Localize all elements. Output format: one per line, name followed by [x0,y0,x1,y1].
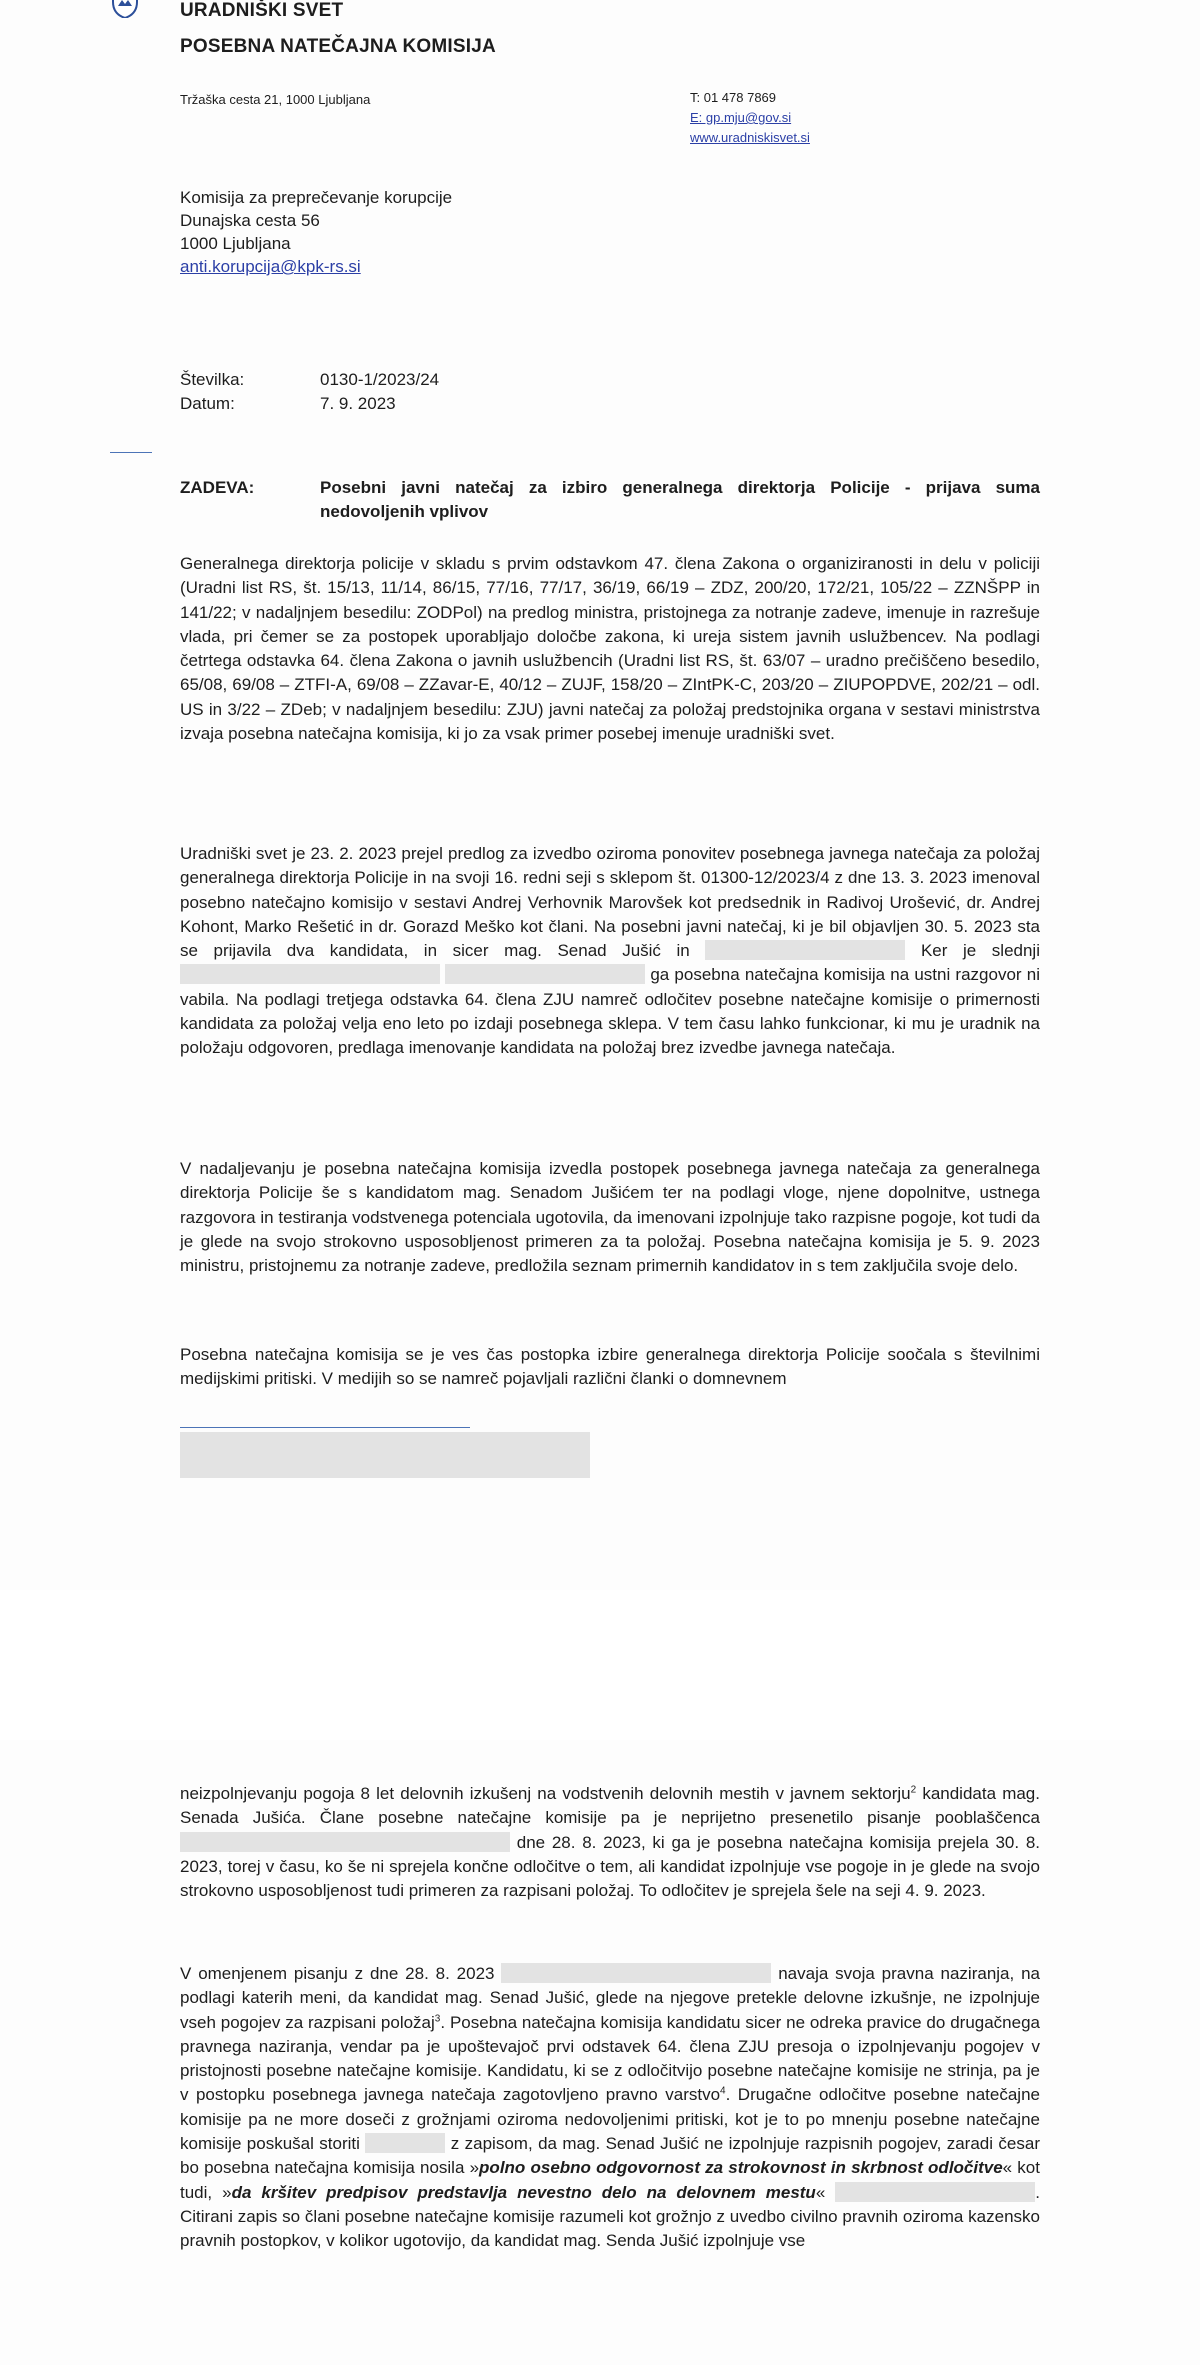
paragraph-6-part-a: V omenjenem pisanju z dne 28. 8. 2023 [180,1964,495,1983]
footnote-ref-2: 2 [910,1784,917,1796]
recipient-name: Komisija za preprečevanje korupcije [180,188,453,207]
subject-label: ZADEVA: [180,478,255,497]
letterhead-phone: T: 01 478 7869 [690,90,777,105]
coat-of-arms-icon [112,0,138,18]
recipient-street: Dunajska cesta 56 [180,211,320,230]
paragraph-6-part-e: z zapisom, da mag. Senad Jušić ne izpolnjuje razpisnih pogojev, zaradi česar bo posebna natečajna komisija nosila » [180,2134,1040,2178]
paragraph-5 [180,1782,1040,1903]
paragraph-6-part-d: . Drugačne odločitve posebne natečajne komisije pa ne more doseči z grožnjami oziroma nedovoljenimi pritiski, kot je to po mnenju posebne natečajne komisije poskušal storiti [180,2085,1040,2154]
paragraph-4: Posebna natečajna komisija se je ves čas postopka izbire generalnega direktorja Policije soočala s številnimi medijskimi pritiski. V medijih so se namreč pojavljali različni članki o domnevnem [180,1345,1040,1389]
document-number: 0130-1/2023/24 [320,370,440,389]
document-meta [180,368,439,416]
letterhead-email-link[interactable]: E: gp.mju@gov.si [690,110,792,125]
paragraph-2 [180,842,1040,1061]
paragraph-5-part-b: kandidata mag. Senada Jušića. Člane posebne natečajne komisije pa je neprijetno presenetilo pisanje pooblaščenca [180,1784,1040,1828]
recipient-email-link[interactable]: anti.korupcija@kpk-rs.si [180,257,361,276]
letterhead-contact [690,88,810,148]
letter-page-2 [0,1740,1200,2365]
letterhead-address: Tržaška cesta 21, 1000 Ljubljana [180,92,371,107]
document-date: 7. 9. 2023 [320,394,396,413]
footnote-ref-4: 4 [720,2085,726,2097]
paragraph-6-part-c: . Posebna natečajna komisija kandidatu sicer ne odreka pravice do drugačnega pravnega naziranja, vendar pa je upoštevajoč prvi odstavek 64. člena ZJU presoja o izpolnjevanju pogojev v pristojnosti posebne natečajne komisije. Kandidatu, ki se z odločitvijo posebne natečajne komisije ne strinja, pa je v postopku posebnega javnega natečaja zagotovljeno pravno varstvo [180,2012,1041,2105]
paragraph-2-part-b: Ker je slednji [920,941,1040,961]
paragraph-5-part-a: neizpolnjevanju pogoja 8 let delovnih izkušenj na vodstvenih delovnih mestih v javnem sektorju [180,1784,911,1803]
letterhead-web-link[interactable]: www.uradniskisvet.si [690,130,810,145]
letterhead-org: URADNIŠKI SVET [180,0,344,21]
footnote-redaction [180,1432,590,1478]
subject-line [180,476,1040,524]
paragraph-6-part-g: « [815,2182,826,2202]
subject-text: Posebni javni natečaj za izbiro generalnega direktorja Policije - prijava suma nedovoljenih vplivov [320,478,1040,521]
paragraph-6 [180,1962,1040,2254]
paragraph-2-part-c: ga posebna natečajna komisija na ustni razgovor ni vabila. Na podlagi tretjega odstavka 64. člena ZJU namreč odločitev posebne natečajne komisije o primernosti kandidata za položaj velja eno leto po izdaji posebnega sklepa. V tem času lahko funkcionar, ki mu je uradnik na položaju odgovoren, predlaga imenovanje kandidata na položaj brez izvedbe javnega natečaja. [180,965,1040,1058]
redaction-box [501,1963,771,1983]
redaction-box [445,964,645,984]
footnote-separator [180,1427,470,1428]
paragraph-6-part-b: navaja svoja pravna naziranja, na podlagi katerih meni, da kandidat mag. Senad Jušić, glede na njegove pretekle delovne izkušnje, ne izpolnjuje vseh pogojev za razpisani položaj [180,1964,1040,2032]
number-label: Številka: [180,370,245,389]
redaction-box [835,2182,1035,2202]
paragraph-6-part-f: « kot tudi, » [180,2158,1040,2202]
footnote-ref-3: 3 [434,2012,441,2024]
redaction-box [180,1832,510,1852]
recipient-block [180,186,452,278]
recipient-city: 1000 Ljubljana [180,234,291,253]
paragraph-2-part-a: Uradniški svet je 23. 2. 2023 prejel predlog za izvedbo oziroma ponovitev posebnega javnega natečaja za položaj generalnega direktorja Policije in na svoji 16. redni seji s sklepom št. 01300-12/2023/4 z dne 13. 3. 2023 imenoval posebno natečajno komisijo v sestavi Andrej Verhovnik Marovšek kot predsednik in Radivoj Urošević, dr. Andrej Kohont, Marko Rešetić in dr. Gorazd Meško kot člani. Na posebni javni natečaj, ki je bil objavljen 30. 5. 2023 sta se prijavila dva kandidata, in sicer mag. Senad Jušić in [180,844,1040,961]
redaction-box [180,964,440,984]
redaction-box [365,2133,445,2153]
page-gap [0,1590,1200,1740]
paragraph-1: Generalnega direktorja policije v skladu s prvim odstavkom 47. člena Zakona o organiziranosti in delu v policiji (Uradni list RS, št. 15/13, 11/14, 86/15, 77/16, 77/17, 36/19, 66/19 – ZDZ, 200/20, 172/21, 105/22 – ZZNŠPP in 141/22; v nadaljnjem besedilu: ZODPol) na predlog ministra, pristojnega za notranje zadeve, imenuje in razrešuje vlada, pri čemer se za postopek uporabljajo določbe zakona, ki ureja sistem javnih uslužbencev. Na podlagi četrtega odstavka 64. člena Zakona o javnih uslužbencih (Uradni list RS, št. 63/07 – uradno prečiščeno besedilo, 65/08, 69/08 – ZTFI-A, 69/08 – ZZavar-E, 40/12 – ZUJF, 158/20 – ZIntPK-C, 203/20 – ZIUPOPDVE, 202/21 – odl. US in 3/22 – ZDeb; v nadaljnjem besedilu: ZJU) javni natečaj za položaj predstojnika organa v sestavi ministrstva izvaja posebna natečajna komisija, ki jo za vsak primer posebej imenuje uradniški svet. [180,554,1040,744]
quote-responsibility: polno osebno odgovornost za strokovnost in skrbnost odločitve [479,2158,1003,2178]
paragraph-3: V nadaljevanju je posebna natečajna komisija izvedla postopek posebnega javnega natečaja za generalnega direktorja Policije še s kandidatom mag. Senadom Jušićem ter na podlagi vloge, njene dopolnitve, ustnega razgovora in testiranja vodstvenega potenciala ugotovila, da imenovani izpolnjuje tako razpisne pogoje, kot tudi da je glede na svojo strokovno usposobljenost primeren za ta položaj. Posebna natečajna komisija je 5. 9. 2023 ministru, pristojnemu za notranje zadeve, predložila seznam primernih kandidatov in s tem zaključila svoje delo. [180,1159,1040,1276]
date-label: Datum: [180,394,235,413]
quote-violation: da kršitev predpisov predstavlja nevestno delo na delovnem mestu [231,2182,816,2202]
redaction-box [705,940,905,960]
fold-mark [110,452,152,453]
paragraph-6-part-h: . Citirani zapis so člani posebne natečajne komisije razumeli kot grožnjo z uvedbo civilno pravnih oziroma kazensko pravnih postopkov, v kolikor ugotovijo, da kandidat mag. Senda Jušić izpolnjuje vse [180,2182,1040,2251]
letterhead-committee: POSEBNA NATEČAJNA KOMISIJA [180,36,496,57]
paragraph-5-part-c: dne 28. 8. 2023, ki ga je posebna natečajna komisija prejela 30. 8. 2023, torej v času, ko še ni sprejela končne odločitve o tem, ali kandidat izpolnjuje vse pogoje in je glede na svojo strokovno usposobljenost tudi primeren za razpisani položaj. To odločitev je sprejela šele na seji 4. 9. 2023. [180,1832,1040,1901]
